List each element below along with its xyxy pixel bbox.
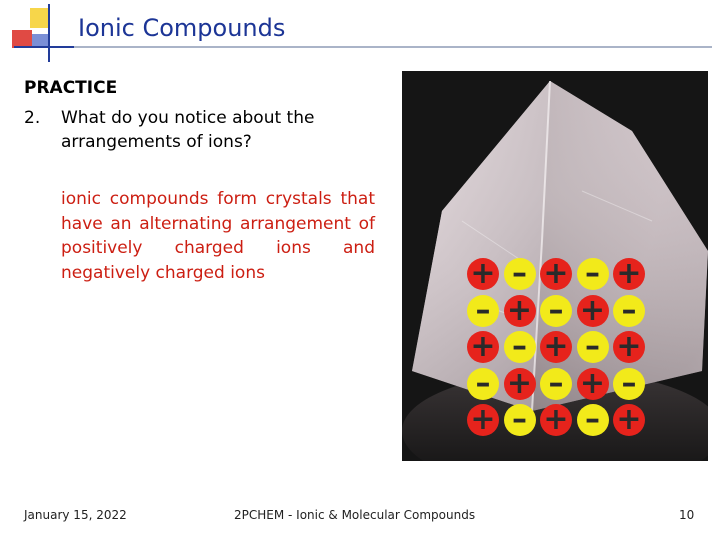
- question-text: What do you notice about the arrangements of ions?: [61, 108, 315, 152]
- title-underline-accent: [14, 46, 74, 48]
- decor-vertical-line: [48, 4, 50, 62]
- negative-ion: –: [613, 295, 645, 327]
- answer-text: ionic compounds form crystals that have an alternating arrangement of positively charged ions and negatively charged ions: [61, 189, 375, 283]
- footer-date: January 15, 2022: [24, 508, 127, 522]
- negative-ion: –: [577, 404, 609, 436]
- positive-ion: +: [613, 331, 645, 363]
- positive-ion: +: [577, 368, 609, 400]
- positive-ion: +: [504, 295, 536, 327]
- positive-ion: +: [613, 404, 645, 436]
- positive-ion: +: [540, 404, 572, 436]
- negative-ion: –: [467, 295, 499, 327]
- decor-square-yellow: [30, 8, 50, 28]
- question: [24, 106, 354, 154]
- positive-ion: +: [540, 331, 572, 363]
- positive-ion: +: [613, 258, 645, 290]
- negative-ion: –: [504, 258, 536, 290]
- footer-page-number: 10: [679, 508, 695, 522]
- negative-ion: –: [540, 368, 572, 400]
- negative-ion: –: [504, 331, 536, 363]
- question-number: 2.: [24, 108, 41, 128]
- positive-ion: +: [467, 258, 499, 290]
- negative-ion: –: [613, 368, 645, 400]
- positive-ion: +: [467, 404, 499, 436]
- positive-ion: +: [504, 368, 536, 400]
- positive-ion: +: [467, 331, 499, 363]
- negative-ion: –: [467, 368, 499, 400]
- negative-ion: –: [577, 258, 609, 290]
- positive-ion: +: [540, 258, 572, 290]
- title-underline: [14, 46, 712, 48]
- practice-heading: PRACTICE: [24, 78, 118, 98]
- footer-course: 2PCHEM - Ionic & Molecular Compounds: [234, 508, 476, 522]
- positive-ion: +: [577, 295, 609, 327]
- ion-lattice: [467, 258, 645, 436]
- slide-title: Ionic Compounds: [78, 14, 286, 42]
- negative-ion: –: [540, 295, 572, 327]
- negative-ion: –: [504, 404, 536, 436]
- negative-ion: –: [577, 331, 609, 363]
